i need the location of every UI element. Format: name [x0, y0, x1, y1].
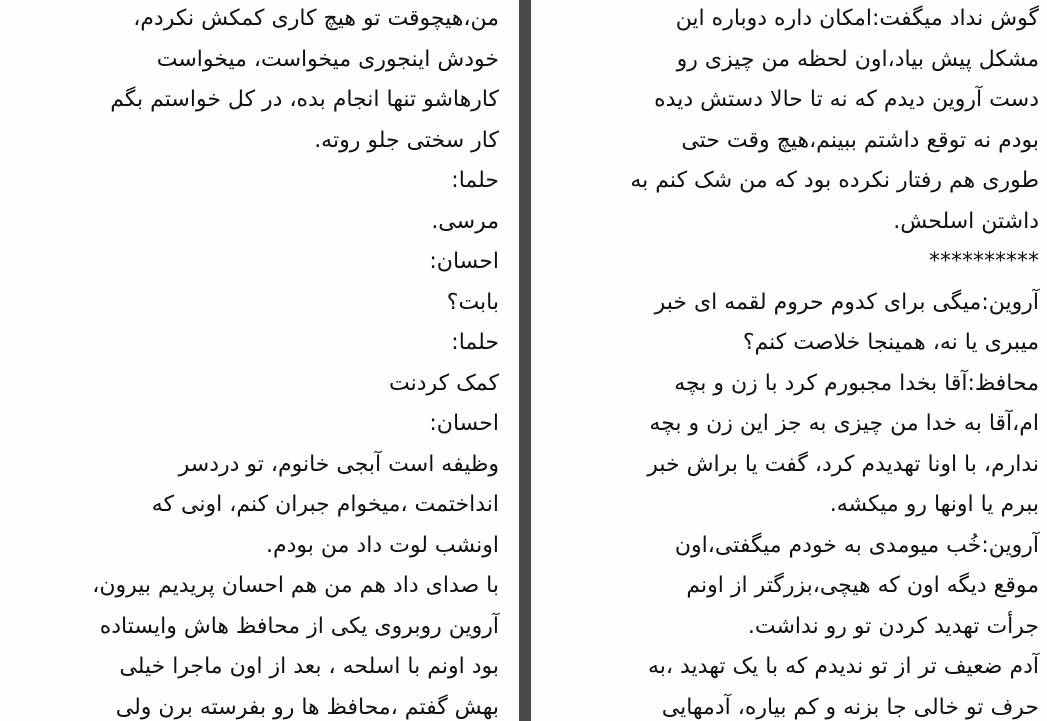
text-line: کار سختی جلو روته.: [314, 127, 499, 153]
text-line: موقع دیگه اون که هیچی،بزرگتر از اونم: [686, 573, 1039, 598]
text-line: احسان:: [429, 411, 499, 436]
text-line: حلما:: [451, 168, 499, 193]
text-line: گوش نداد میگفت:امکان داره دوباره این: [675, 6, 1039, 31]
text-line: ببرم یا اونها رو میکشه.: [829, 492, 1039, 517]
text-line: کمک کردنت: [388, 370, 499, 396]
text-line: بهش گفتم ،محافظ ها رو بفرسته برن ولی: [115, 694, 499, 720]
text-line: آدم ضعیف تر از تو ندیدم که با یک تهدید ،به: [647, 654, 1039, 679]
text-line: بود اونم با اسلحه ، بعد از اون ماجرا خیلی: [119, 654, 499, 679]
text-line: بودم نه توقع داشتم ببینم،هیچ وقت حتی: [681, 127, 1039, 153]
left-text-column: [0, 0, 519, 721]
text-line: جرأت تهدید کردن تو رو نداشت.: [747, 613, 1039, 639]
section-separator: **********: [929, 249, 1039, 274]
column-divider: [519, 0, 531, 721]
text-line: دست آروین دیدم که نه تا حالا دستش دیده: [654, 87, 1039, 112]
text-line: ام،آقا به خدا من چیزی به جز این زن و بچه: [649, 411, 1039, 436]
text-line: انداختمت ،میخوام جبران کنم، اونی که: [151, 492, 499, 517]
text-line: آروین روبروی یکی از محافظ هاش وایستاده: [99, 613, 499, 639]
text-line: من،هیچوقت تو هیچ کاری کمکش نکردم،: [133, 6, 499, 31]
text-line: مشکل پیش بیاد،اون لحظه من چیزی رو: [676, 46, 1039, 72]
text-line: محافظ:آقا بخدا مجبورم کرد با زن و بچه: [674, 370, 1039, 396]
text-line: بابت؟: [446, 289, 499, 315]
text-line: با صدای داد هم من هم احسان پریدیم بیرون،: [92, 573, 499, 598]
text-line: مرسی.: [431, 208, 499, 234]
right-text-column: [531, 0, 1047, 721]
text-line: میبری یا نه، همینجا خلاصت کنم؟: [742, 330, 1039, 355]
text-line: حلما:: [451, 330, 499, 355]
text-line: خودش اینجوری میخواست، میخواست: [156, 46, 499, 72]
text-line: آروین:خُب میومدی به خودم میگفتی،اون: [674, 532, 1039, 558]
text-line: ندارم، با اونا تهدیدم کرد، گفت یا براش خبر: [647, 451, 1039, 477]
text-line: حرف تو خالی جا بزنه و کم بیاره، آدمهایی: [661, 694, 1039, 720]
text-line: کارهاشو تنها انجام بده، در کل خواستم بگم: [110, 87, 499, 112]
text-line: طوری هم رفتار نکرده بود که من شک کنم به: [630, 168, 1039, 193]
text-line: اونشب لوت داد من بودم.: [266, 532, 499, 558]
text-line: داشتن اسلحش.: [893, 208, 1039, 234]
text-line: وظیفه است آبجی خانوم، تو دردسر: [178, 451, 499, 477]
text-line: احسان:: [429, 249, 499, 274]
text-line: آروین:میگی برای کدوم حروم لقمه ای خبر: [654, 289, 1039, 315]
